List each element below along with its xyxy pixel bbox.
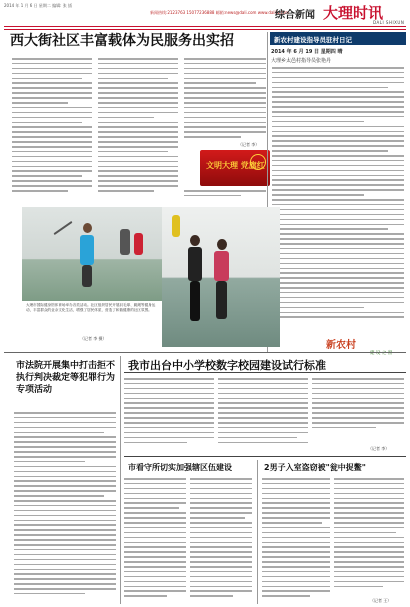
issue-info: 2014 年 1 月 6 日 星期二 编辑: 张 插 bbox=[4, 3, 73, 8]
digital-campus-author: （记者 李） bbox=[368, 446, 390, 451]
detention-headline: 市看守所切实加强辖区伍建设 bbox=[128, 463, 232, 472]
jumper-figure bbox=[214, 251, 229, 281]
jumper-head bbox=[217, 239, 227, 250]
digital-campus-col-3 bbox=[312, 378, 404, 450]
lead-article-col-2 bbox=[98, 58, 178, 200]
section-name: 综合新闻 bbox=[275, 10, 315, 21]
jumper-figure bbox=[188, 247, 202, 281]
detention-col-1 bbox=[124, 478, 186, 604]
newspaper-logo: 大理时讯 bbox=[323, 4, 384, 22]
court-article-text bbox=[14, 412, 116, 602]
spectator-figure bbox=[120, 229, 130, 255]
digital-campus-col-1 bbox=[124, 378, 214, 450]
banner-text: 文明大理 党旗红 bbox=[206, 161, 265, 170]
theft-col-2 bbox=[334, 478, 404, 596]
sidebar-diary-text bbox=[272, 67, 404, 323]
court-headline: 市法院开展集中打击拒不执行判决裁定等犯罪行为专项活动 bbox=[16, 361, 116, 395]
player-head bbox=[83, 223, 92, 233]
hotline-info: 新闻热线:2123763 15077236888 邮箱:news@dali.com www.dalitv.com bbox=[150, 10, 290, 15]
jumper-legs bbox=[190, 281, 200, 321]
player-figure bbox=[80, 235, 94, 265]
ornament-subtitle: 建 设 之 窗 bbox=[370, 351, 393, 356]
theft-author: （记者 王） bbox=[370, 598, 392, 603]
spectator-figure bbox=[172, 215, 180, 237]
sidebar-subtitle: 大理乡太邑村指导员张艳丹 bbox=[271, 58, 332, 64]
new-village-ornament bbox=[322, 328, 402, 362]
digital-campus-headline: 我市出台中小学校数字校园建设试行标准 bbox=[128, 359, 326, 372]
detention-col-2 bbox=[190, 478, 252, 604]
badminton-photo bbox=[22, 207, 162, 301]
ornament-title: 新农村 bbox=[326, 340, 356, 351]
theft-headline: 2男子入室盗窃被"瓮中捉鳖" bbox=[264, 463, 366, 472]
party-banner bbox=[200, 150, 270, 186]
theft-col-1 bbox=[262, 478, 330, 604]
jumper-legs bbox=[216, 281, 227, 319]
section-rule bbox=[124, 456, 406, 457]
jump-rope-photo bbox=[162, 207, 280, 347]
sidebar-date: 2014 年 6 月 19 日 星期四 晴 bbox=[271, 49, 343, 55]
jumper-head bbox=[190, 235, 200, 246]
player-legs bbox=[82, 265, 92, 287]
photo-caption: 大理市国际健身馆体育场举办各类活动。社区组织居民开展羽毛球、跳绳等健身运动，丰富群众的业余文化生活，增强了居民体质，营造了和谐健康的社区氛围。 bbox=[26, 303, 156, 313]
lead-headline: 西大街社区丰富载体为民服务出实招 bbox=[10, 33, 234, 49]
lead-author: （记者 李） bbox=[238, 142, 260, 147]
lead-article-col-1 bbox=[12, 58, 92, 200]
lead-article-tail bbox=[184, 190, 266, 204]
sidebar-title: 新农村建设指导员驻村日记 bbox=[270, 32, 406, 45]
masthead-rule-thin bbox=[4, 29, 406, 30]
lead-article-col-3 bbox=[184, 58, 266, 146]
racket-icon bbox=[53, 221, 72, 235]
column-divider bbox=[120, 356, 121, 604]
headline-rule bbox=[124, 372, 406, 373]
section-rule bbox=[4, 352, 406, 353]
column-divider bbox=[257, 460, 258, 604]
newspaper-logo-en: DALI SHIXUN bbox=[373, 20, 405, 25]
photo-author: （记者 李 摄） bbox=[80, 336, 107, 341]
digital-campus-col-2 bbox=[218, 378, 308, 450]
masthead-brand bbox=[275, 2, 407, 28]
spectator-figure bbox=[134, 233, 143, 255]
masthead-rule bbox=[4, 26, 406, 27]
